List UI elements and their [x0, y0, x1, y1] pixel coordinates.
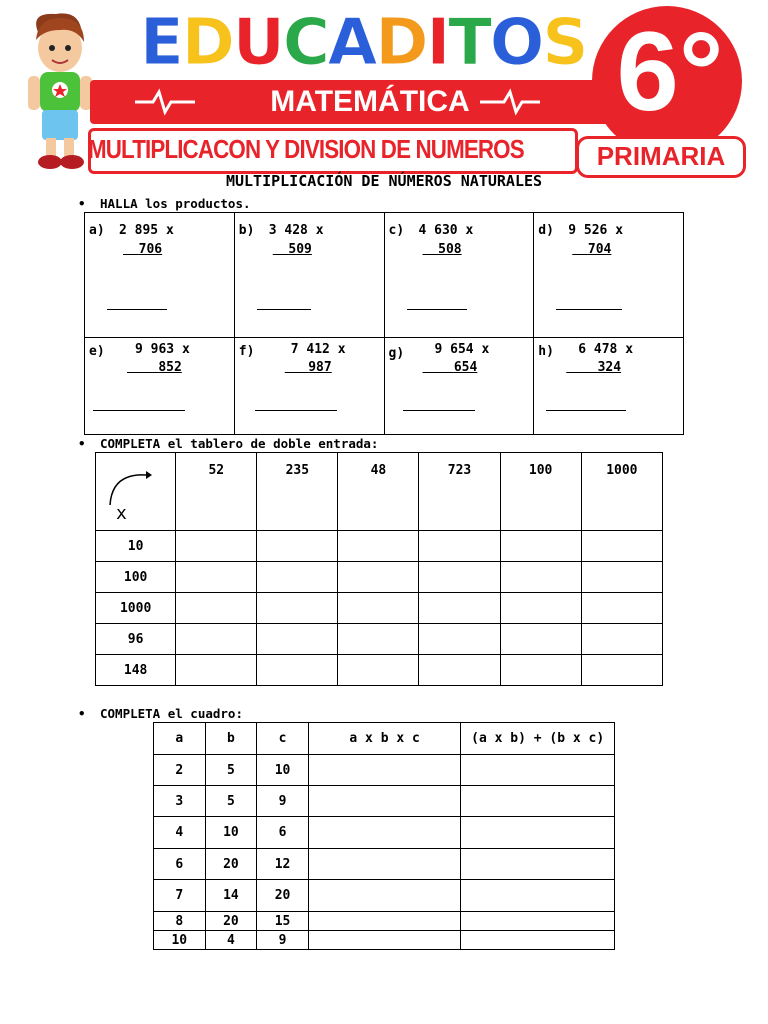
answer-cell[interactable] — [338, 655, 419, 686]
bullet-icon: • — [78, 436, 86, 451]
answer-line[interactable] — [107, 309, 167, 310]
value-cell: 5 — [205, 755, 257, 786]
problem-cell: d) 9 526 x 704 — [534, 213, 684, 338]
value-cell: 10 — [154, 931, 206, 950]
problems-row — [85, 213, 684, 338]
value-cell: 15 — [257, 912, 309, 931]
answer-cell[interactable] — [500, 624, 581, 655]
table-row — [154, 880, 615, 912]
answer-cell[interactable] — [176, 593, 257, 624]
table-row — [154, 849, 615, 880]
value-cell: 10 — [205, 817, 257, 849]
problem-cell: f) 7 412 x 987 — [234, 338, 384, 435]
column-header: 100 — [500, 453, 581, 531]
value-cell: 4 — [154, 817, 206, 849]
answer-cell[interactable] — [338, 624, 419, 655]
answer-cell[interactable] — [176, 624, 257, 655]
table-row — [154, 755, 615, 786]
answer-cell[interactable] — [461, 786, 615, 817]
row-header: 10 — [96, 531, 176, 562]
answer-cell[interactable] — [461, 912, 615, 931]
table-row — [96, 531, 663, 562]
answer-cell[interactable] — [419, 655, 500, 686]
column-header: 1000 — [581, 453, 662, 531]
answer-cell[interactable] — [500, 531, 581, 562]
bullet-icon: • — [78, 196, 86, 211]
table-row — [154, 931, 615, 950]
answer-cell[interactable] — [581, 562, 662, 593]
column-header: b — [205, 723, 257, 755]
column-header: 52 — [176, 453, 257, 531]
answer-cell[interactable] — [308, 786, 461, 817]
brand-letter: U — [232, 6, 283, 80]
level-label: PRIMARIA — [596, 141, 726, 171]
answer-cell[interactable] — [461, 817, 615, 849]
table-row — [154, 786, 615, 817]
value-cell: 3 — [154, 786, 206, 817]
value-cell: 6 — [257, 817, 309, 849]
value-cell: 14 — [205, 880, 257, 912]
answer-line[interactable] — [403, 410, 475, 411]
brand-letter: A — [327, 6, 376, 80]
value-cell: 2 — [154, 755, 206, 786]
table-row — [96, 593, 663, 624]
answer-cell[interactable] — [461, 931, 615, 950]
answer-cell[interactable] — [338, 531, 419, 562]
instruction-table: • COMPLETA el cuadro: — [78, 706, 243, 721]
row-header: 100 — [96, 562, 176, 593]
answer-cell[interactable] — [257, 531, 338, 562]
subject-title: MATEMÁTICA — [270, 85, 470, 118]
answer-cell[interactable] — [257, 624, 338, 655]
column-header: (a x b) + (b x c) — [461, 723, 615, 755]
value-cell: 10 — [257, 755, 309, 786]
answer-cell[interactable] — [308, 817, 461, 849]
brand-letter: D — [181, 6, 233, 80]
answer-cell[interactable] — [308, 755, 461, 786]
brand-logo — [140, 4, 587, 82]
answer-cell[interactable] — [338, 593, 419, 624]
column-header: a x b x c — [308, 723, 461, 755]
answer-cell[interactable] — [308, 849, 461, 880]
brand-letter: C — [282, 6, 328, 80]
table-row — [96, 624, 663, 655]
answer-cell[interactable] — [176, 531, 257, 562]
brand-letter: O — [489, 6, 543, 80]
value-cell: 20 — [257, 880, 309, 912]
value-cell: 12 — [257, 849, 309, 880]
value-cell: 9 — [257, 931, 309, 950]
value-cell: 5 — [205, 786, 257, 817]
table-row — [96, 562, 663, 593]
problem-cell: b) 3 428 x 509 — [234, 213, 384, 338]
row-header: 96 — [96, 624, 176, 655]
answer-cell[interactable] — [500, 655, 581, 686]
worksheet-title: MULTIPLICACIÓN DE NÚMEROS NATURALES — [225, 172, 543, 190]
answer-cell[interactable] — [581, 531, 662, 562]
brand-letter: T — [448, 6, 490, 80]
table-row — [154, 912, 615, 931]
answer-cell[interactable] — [581, 624, 662, 655]
brand-letter: I — [426, 6, 449, 80]
column-header: a — [154, 723, 206, 755]
table-row — [154, 817, 615, 849]
value-cell: 4 — [205, 931, 257, 950]
corner-cell: x — [96, 453, 176, 531]
answer-cell[interactable] — [461, 755, 615, 786]
topic-title: MULTIPLICACON Y DIVISION DE NUMEROS — [88, 134, 524, 164]
column-header: 723 — [419, 453, 500, 531]
double-entry-table — [95, 452, 663, 686]
value-cell: 8 — [154, 912, 206, 931]
answer-cell[interactable] — [461, 849, 615, 880]
answer-cell[interactable] — [176, 562, 257, 593]
column-header: 235 — [257, 453, 338, 531]
instruction-double-entry: • COMPLETA el tablero de doble entrada: — [78, 436, 379, 451]
problem-cell: c) 4 630 x 508 — [384, 213, 534, 338]
products-table — [84, 212, 684, 435]
problems-row — [85, 338, 684, 435]
brand-letter: S — [542, 6, 587, 80]
answer-cell[interactable] — [308, 931, 461, 950]
answer-cell[interactable] — [257, 562, 338, 593]
answer-line[interactable] — [255, 410, 337, 411]
answer-line[interactable] — [407, 309, 467, 310]
value-cell: 20 — [205, 849, 257, 880]
answer-line[interactable] — [257, 309, 311, 310]
problem-cell: e) 9 963 x 852 — [85, 338, 235, 435]
answer-cell[interactable] — [581, 593, 662, 624]
row-header: 148 — [96, 655, 176, 686]
answer-cell[interactable] — [176, 655, 257, 686]
answer-cell[interactable] — [257, 593, 338, 624]
answer-line[interactable] — [546, 410, 626, 411]
answer-cell[interactable] — [461, 880, 615, 912]
header-row — [96, 453, 663, 531]
problem-cell: a) 2 895 x 706 — [85, 213, 235, 338]
table-row — [96, 655, 663, 686]
instruction-products: • HALLA los productos. — [78, 196, 251, 211]
brand-letter: D — [375, 6, 427, 80]
curved-arrow-icon — [106, 467, 154, 507]
brand-letter: E — [140, 6, 182, 80]
column-header: 48 — [338, 453, 419, 531]
value-cell: 9 — [257, 786, 309, 817]
answer-line[interactable] — [556, 309, 622, 310]
column-header: c — [257, 723, 309, 755]
value-cell: 7 — [154, 880, 206, 912]
value-cell: 20 — [205, 912, 257, 931]
answer-line[interactable] — [93, 410, 185, 411]
problem-cell: g) 9 654 x 654 — [384, 338, 534, 435]
header-row — [154, 723, 615, 755]
answer-cell[interactable] — [500, 593, 581, 624]
answer-cell[interactable] — [257, 655, 338, 686]
bullet-icon: • — [78, 706, 86, 721]
answer-cell[interactable] — [338, 562, 419, 593]
grade-label: 6° — [616, 9, 724, 134]
answer-cell[interactable] — [581, 655, 662, 686]
answer-cell[interactable] — [419, 593, 500, 624]
values-table — [153, 722, 615, 950]
row-header: 1000 — [96, 593, 176, 624]
value-cell: 6 — [154, 849, 206, 880]
answer-cell[interactable] — [419, 562, 500, 593]
answer-cell[interactable] — [419, 531, 500, 562]
answer-cell[interactable] — [308, 880, 461, 912]
answer-cell[interactable] — [500, 562, 581, 593]
problem-cell: h) 6 478 x 324 — [534, 338, 684, 435]
answer-cell[interactable] — [308, 912, 461, 931]
answer-cell[interactable] — [419, 624, 500, 655]
